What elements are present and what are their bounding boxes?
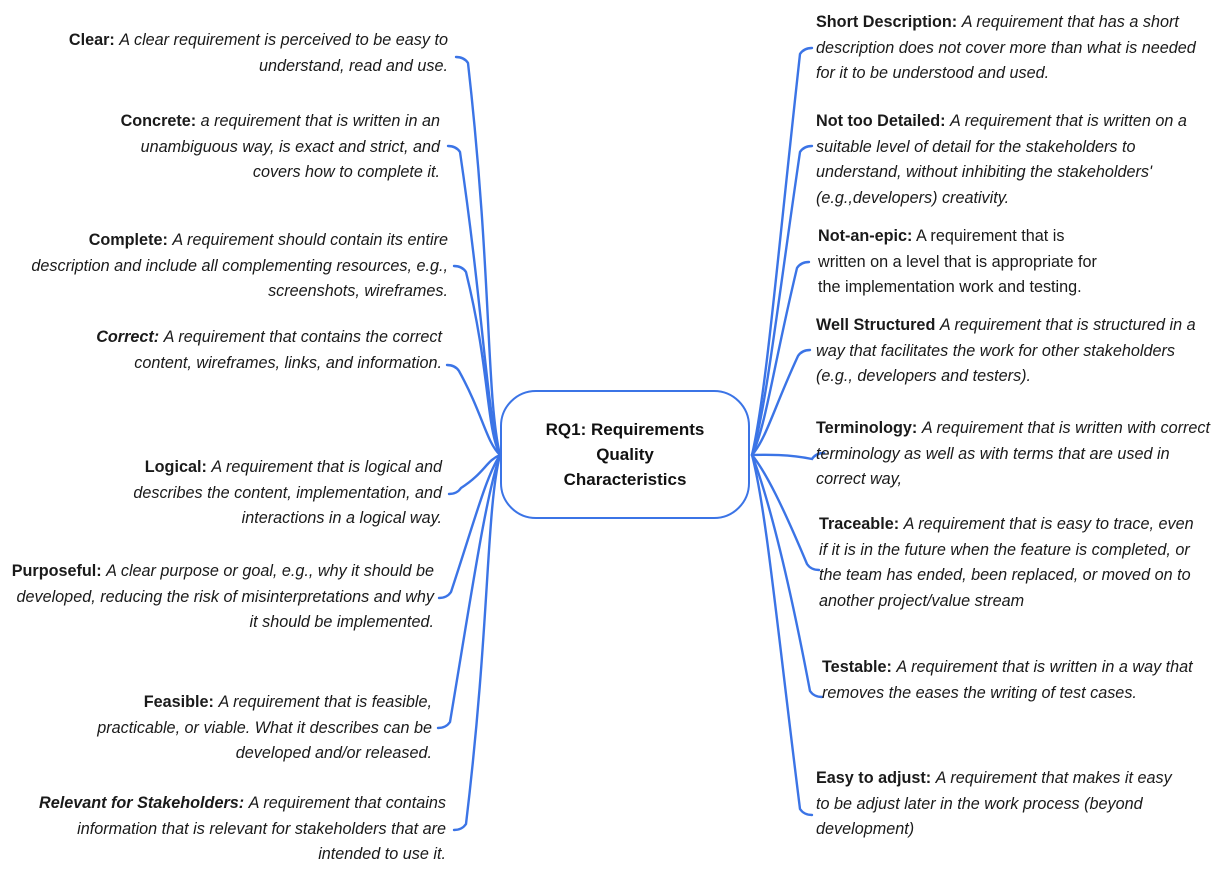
node-well-structured bbox=[816, 313, 1201, 390]
node-traceable bbox=[819, 512, 1199, 614]
node-relevant-desc: A requirement that contains information that is relevant for stakeholders that are intended to use it. bbox=[77, 794, 446, 863]
node-not-too-detailed-desc: A requirement that is written on a suitable level of detail for the stakeholders to understand, without inhibiting the stakeholders' (e.g.,developers) creativity. bbox=[816, 112, 1187, 207]
node-easy-to-adjust bbox=[816, 766, 1176, 843]
node-purposeful-term: Purposeful: bbox=[11, 562, 102, 580]
node-terminology bbox=[816, 416, 1211, 493]
node-relevant-term: Relevant for Stakeholders: bbox=[39, 794, 245, 812]
node-clear-desc: A clear requirement is perceived to be easy to understand, read and use. bbox=[119, 31, 448, 75]
node-terminology-term: Terminology: bbox=[816, 419, 918, 437]
node-correct-term: Correct: bbox=[96, 328, 160, 346]
node-clear bbox=[28, 28, 448, 79]
connector-line-clear bbox=[456, 57, 500, 455]
node-testable-term: Testable: bbox=[822, 658, 892, 676]
central-topic-node bbox=[500, 390, 750, 519]
node-complete-desc: A requirement should contain its entire description and include all complementing resources, e.g., screenshots, wireframes. bbox=[31, 231, 448, 300]
node-not-too-detailed-term: Not too Detailed: bbox=[816, 112, 946, 130]
node-not-too-detailed bbox=[816, 109, 1221, 211]
node-feasible-desc: A requirement that is feasible, practicable, or viable. What it describes can be developed and/or released. bbox=[97, 693, 432, 762]
node-traceable-desc: A requirement that is easy to trace, even if it is in the future when the feature is completed, or the team has ended, been replaced, or moved on to another project/value stream bbox=[819, 515, 1194, 610]
node-easy-to-adjust-term: Easy to adjust: bbox=[816, 769, 932, 787]
node-concrete-desc: a requirement that is written in an unambiguous way, is exact and strict, and covers how to complete it. bbox=[140, 112, 440, 181]
node-clear-term: Clear: bbox=[68, 31, 115, 49]
connector-line-testable bbox=[752, 455, 822, 697]
node-feasible-term: Feasible: bbox=[143, 693, 214, 711]
node-feasible bbox=[70, 690, 432, 767]
node-well-structured-term: Well Structured bbox=[816, 316, 936, 334]
node-terminology-desc: A requirement that is written with correct terminology as well as with terms that are used in correct way, bbox=[816, 419, 1211, 488]
node-purposeful bbox=[6, 559, 434, 636]
node-complete bbox=[22, 228, 448, 305]
node-well-structured-desc: A requirement that is structured in a way that facilitates the work for other stakeholders (e.g., developers and testers). bbox=[816, 316, 1196, 385]
node-concrete bbox=[100, 109, 440, 186]
node-traceable-term: Traceable: bbox=[819, 515, 900, 533]
node-short-description bbox=[816, 10, 1211, 87]
node-testable bbox=[822, 655, 1212, 706]
node-not-an-epic bbox=[818, 224, 1098, 301]
central-topic-title: RQ1: Requirements Quality Characteristics bbox=[545, 420, 705, 489]
node-logical bbox=[98, 455, 442, 532]
node-relevant bbox=[22, 791, 446, 868]
connector-line-logical bbox=[449, 455, 500, 494]
node-not-an-epic-desc: A requirement that is written on a level that is appropriate for the implementation work and testing. bbox=[818, 227, 1097, 296]
node-short-description-desc: A requirement that has a short description does not cover more than what is needed for it to be understood and used. bbox=[816, 13, 1196, 82]
node-complete-term: Complete: bbox=[88, 231, 168, 249]
node-easy-to-adjust-desc: A requirement that makes it easy to be adjust later in the work process (beyond development) bbox=[816, 769, 1172, 838]
node-not-an-epic-term: Not-an-epic: bbox=[818, 227, 913, 245]
connector-line-feasible bbox=[438, 455, 500, 728]
node-logical-term: Logical: bbox=[144, 458, 207, 476]
node-testable-desc: A requirement that is written in a way that removes the eases the writing of test cases. bbox=[822, 658, 1193, 702]
node-short-description-term: Short Description: bbox=[816, 13, 958, 31]
connector-line-terminology bbox=[752, 453, 824, 459]
node-correct bbox=[58, 325, 442, 376]
node-logical-desc: A requirement that is logical and describes the content, implementation, and interactions in a logical way. bbox=[133, 458, 442, 527]
node-correct-desc: A requirement that contains the correct content, wireframes, links, and information. bbox=[134, 328, 442, 372]
node-purposeful-desc: A clear purpose or goal, e.g., why it should be developed, reducing the risk of misinterpretations and why it should be implemented. bbox=[16, 562, 434, 631]
node-concrete-term: Concrete: bbox=[120, 112, 197, 130]
